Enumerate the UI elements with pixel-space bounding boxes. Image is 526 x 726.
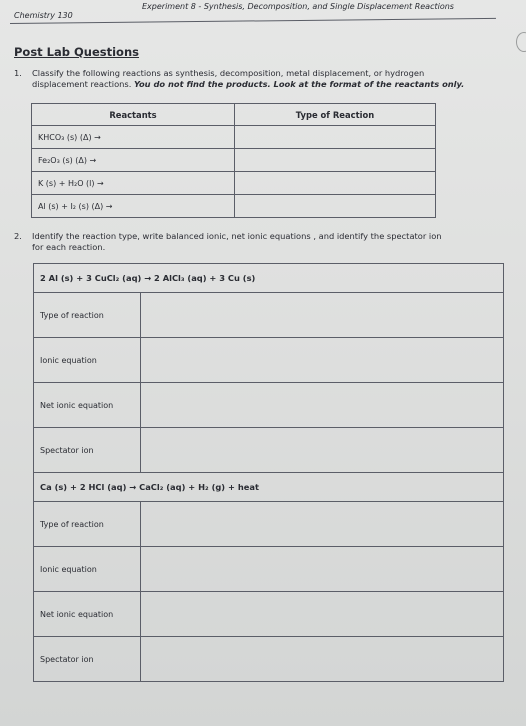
- row-label: Type of reaction: [34, 293, 141, 338]
- row-label: Ionic equation: [34, 338, 141, 383]
- answer-cell[interactable]: [235, 172, 436, 195]
- answer-cell[interactable]: [235, 126, 436, 149]
- reactant-cell: K (s) + H₂O (l) →: [32, 172, 235, 195]
- question-2-line1: Identify the reaction type, write balanced ionic, net ionic equations , and identify the spectator ion: [32, 231, 442, 241]
- experiment-title: Experiment 8 - Synthesis, Decomposition, and Single Displacement Reactions: [142, 2, 454, 11]
- section-title: Post Lab Questions: [14, 45, 139, 59]
- classification-table: [31, 103, 436, 218]
- reactant-cell: Fe₂O₃ (s) (Δ) →: [32, 149, 235, 172]
- answer-cell[interactable]: [141, 547, 504, 592]
- reactant-cell: Al (s) + I₂ (s) (Δ) →: [32, 195, 235, 218]
- question-2: [14, 231, 504, 253]
- answer-cell[interactable]: [141, 502, 504, 547]
- row-label: Spectator ion: [34, 428, 141, 473]
- reaction-equation: 2 Al (s) + 3 CuCl₂ (aq) → 2 AlCl₃ (aq) + 3 Cu (s): [34, 264, 504, 293]
- reactants-header: Reactants: [32, 104, 235, 126]
- answer-cell[interactable]: [235, 195, 436, 218]
- question-2-number: 2.: [14, 231, 22, 241]
- binder-hole: [516, 32, 526, 52]
- answer-cell[interactable]: [235, 149, 436, 172]
- row-label: Net ionic equation: [34, 383, 141, 428]
- question-1-line1: Classify the following reactions as synthesis, decomposition, metal displacement, or hydrogen: [32, 68, 425, 78]
- reactant-cell: KHCO₃ (s) (Δ) →: [32, 126, 235, 149]
- equations-table: [33, 263, 504, 682]
- answer-cell[interactable]: [141, 637, 504, 682]
- answer-cell[interactable]: [141, 383, 504, 428]
- question-1: [14, 68, 494, 90]
- row-label: Net ionic equation: [34, 592, 141, 637]
- question-1-line2: displacement reactions.: [32, 79, 132, 89]
- header-rule: [10, 18, 496, 24]
- row-label: Ionic equation: [34, 547, 141, 592]
- row-label: Type of reaction: [34, 502, 141, 547]
- answer-cell[interactable]: [141, 293, 504, 338]
- answer-cell[interactable]: [141, 338, 504, 383]
- reaction-equation: Ca (s) + 2 HCl (aq) → CaCl₂ (aq) + H₂ (g) + heat: [34, 473, 504, 502]
- question-1-emphasis: You do not find the products. Look at the format of the reactants only.: [134, 79, 465, 89]
- course-label: Chemistry 130: [14, 11, 73, 20]
- answer-cell[interactable]: [141, 428, 504, 473]
- answer-cell[interactable]: [141, 592, 504, 637]
- question-2-line2: for each reaction.: [32, 242, 106, 252]
- type-header: Type of Reaction: [235, 104, 436, 126]
- row-label: Spectator ion: [34, 637, 141, 682]
- question-1-number: 1.: [14, 68, 22, 78]
